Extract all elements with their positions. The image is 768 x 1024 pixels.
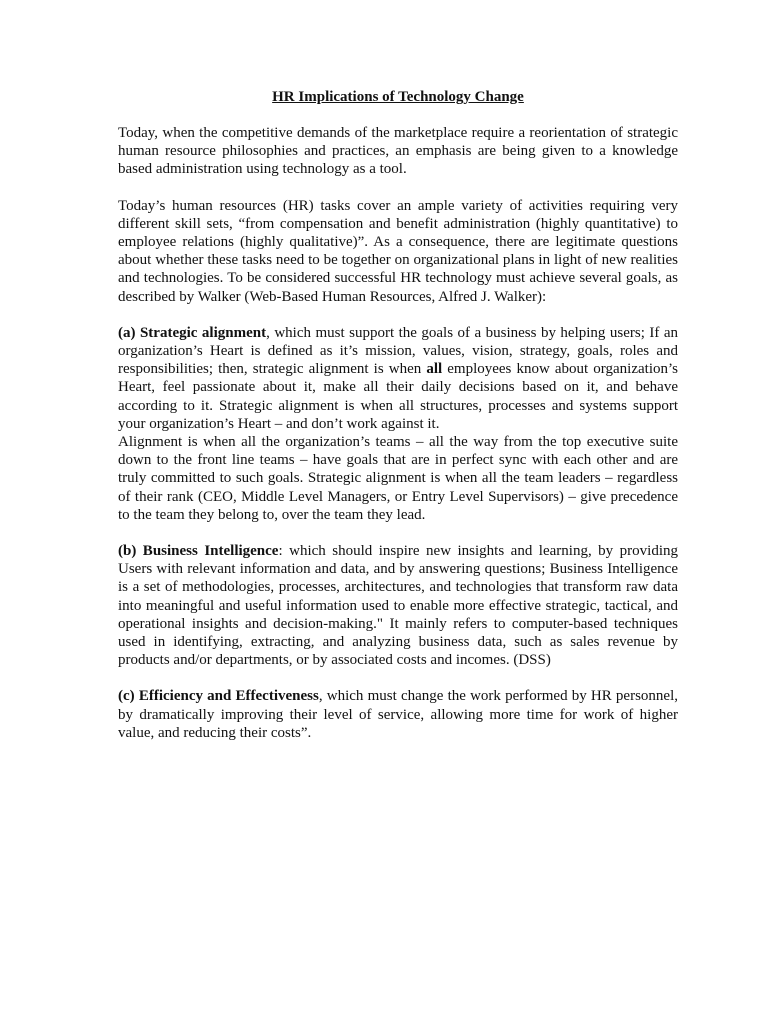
document-page [118,88,678,742]
efficiency-paragraph [118,687,678,742]
strategic-alignment-bold-all: all [426,361,443,378]
strategic-alignment-paragraph [118,324,678,433]
efficiency-heading: (c) Efficiency and Effectiveness [118,688,319,705]
business-intelligence-paragraph [118,542,678,669]
strategic-alignment-text-1: , which must support the goals of a business by helping users; If an organization’s Heart is defined as it’s mission, values, vision, strategy, goals, roles and responsibilities; then, strategic alignment is when [118,324,678,378]
hr-tasks-paragraph: Today’s human resources (HR) tasks cover an ample variety of activities requiring very different skill sets, “from compensation and benefit administration (highly quantitative) to employee relations (highly qualitative)”. As a consequence, there are legitimate questions about whether these tasks need to be together on organizational plans in light of new realities and technologies. To be considered successful HR technology must achieve several goals, as described by Walker (Web-Based Human Resources, Alfred J. Walker): [118,197,678,305]
alignment-teams-paragraph: Alignment is when all the organization’s teams – all the way from the top executive suite down to the front line teams – have goals that are in perfect sync with each other and are truly committed to such goals. Strategic alignment is when all the team leaders – regardless of their rank (CEO, Middle Level Managers, or Entry Level Supervisors) – give precedence to the team they belong to, over the team they lead. [118,434,678,523]
document-title: HR Implications of Technology Change [272,89,524,105]
strategic-alignment-heading: (a) Strategic alignment [118,324,267,341]
intro-paragraph: Today, when the competitive demands of the marketplace require a reorientation of strategic human resource philosophies and practices, an emphasis are being given to a knowledge based administration using technology as a tool. [118,125,678,178]
business-intelligence-text: : which should inspire new insights and learning, by providing Users with relevant information and data, and by answering questions; Business Intelligence is a set of methodologies, processes, architectures, and technologies that transform raw data into meaningful and useful information used to enable more effective strategic, tactical, and operational insights and decision-making." It mainly refers to computer-based techniques used in identifying, extracting, and analyzing business data, such as sales revenue by products and/or departments, or by associated costs and incomes. (DSS) [118,543,678,669]
business-intelligence-heading: (b) Business Intelligence [118,543,279,560]
strategic-alignment-text-2: employees know about organization’s Heart, feel passionate about it, make all their daily decisions based on it, and behave according to it. Strategic alignment is when all structures, processes and systems support your organization’s Heart – and don’t work against it. [118,361,678,432]
efficiency-text: , which must change the work performed by HR personnel, by dramatically improving their level of service, allowing more time for work of higher value, and reducing their costs”. [118,688,678,741]
